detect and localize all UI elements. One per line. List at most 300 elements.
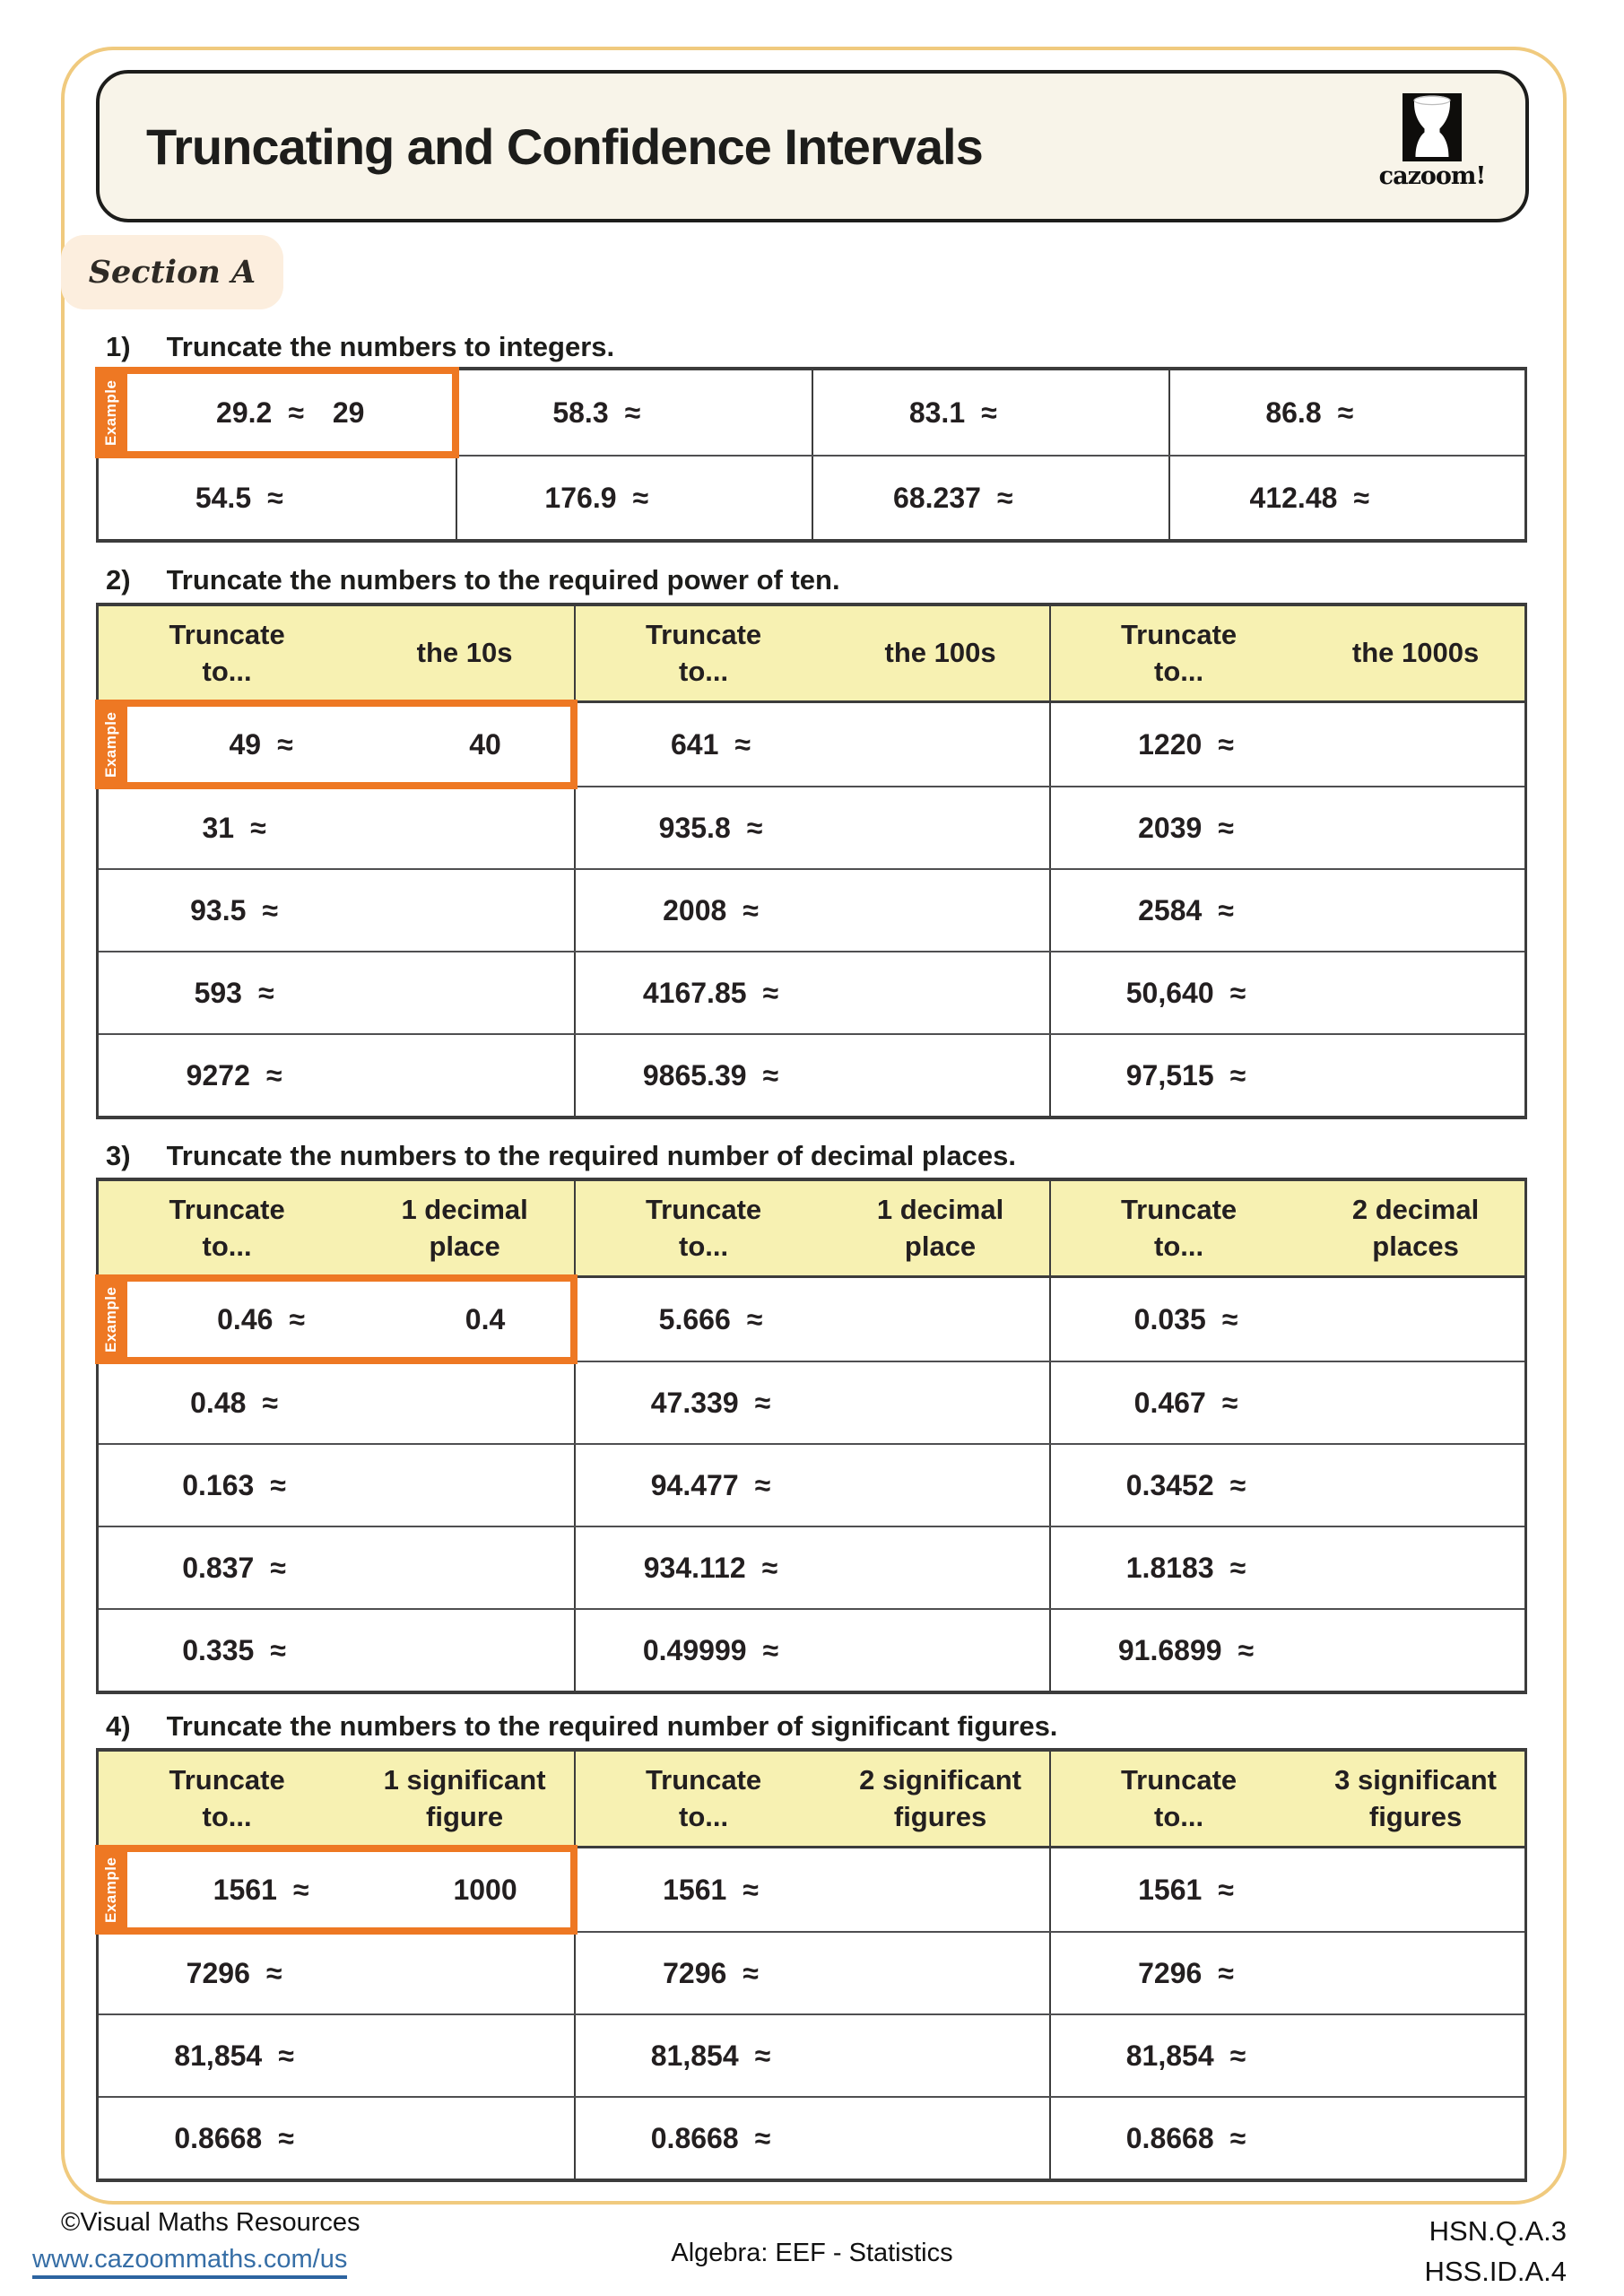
header-line: Truncate bbox=[645, 1194, 762, 1226]
approx-symbol: ≈ bbox=[265, 1956, 282, 1989]
header-line: to... bbox=[202, 655, 252, 687]
approx-symbol: ≈ bbox=[743, 1956, 759, 1989]
header-line: places bbox=[1372, 1230, 1459, 1262]
cell-content bbox=[457, 482, 812, 515]
answer-cell[interactable] bbox=[1049, 1527, 1524, 1608]
approx-symbol: ≈ bbox=[278, 2039, 294, 2072]
header-precision-label bbox=[831, 635, 1049, 671]
answer-cell[interactable] bbox=[1049, 1278, 1524, 1361]
table-row bbox=[99, 1033, 1524, 1116]
approx-symbol: ≈ bbox=[289, 1302, 305, 1335]
approx-symbol: ≈ bbox=[754, 2121, 771, 2154]
table-significant-figures bbox=[96, 1748, 1527, 2182]
number-area bbox=[99, 1874, 396, 1907]
page-title: Truncating and Confidence Intervals bbox=[146, 117, 983, 175]
answer-cell[interactable] bbox=[99, 952, 574, 1033]
header-line: to... bbox=[1154, 1800, 1204, 1832]
answer-area bbox=[396, 728, 574, 761]
approx-symbol: ≈ bbox=[762, 1633, 779, 1666]
answer-cell[interactable] bbox=[574, 703, 1049, 786]
number-value: 0.49999 bbox=[642, 1633, 747, 1666]
header-precision-label bbox=[1307, 635, 1524, 671]
number-area bbox=[576, 2122, 846, 2155]
number-value: 81,854 bbox=[1125, 2039, 1214, 2072]
question-number: 2) bbox=[106, 564, 131, 596]
answer-cell[interactable] bbox=[812, 457, 1168, 539]
number-area bbox=[576, 1387, 846, 1420]
approx-symbol: ≈ bbox=[1229, 1058, 1246, 1091]
approx-symbol: ≈ bbox=[746, 811, 763, 844]
answer-cell[interactable] bbox=[456, 457, 812, 539]
number-value: 94.477 bbox=[650, 1468, 739, 1501]
header-line: the 100s bbox=[884, 637, 996, 669]
header-line: the 1000s bbox=[1351, 637, 1480, 669]
cell-content bbox=[99, 482, 456, 515]
number-area bbox=[99, 1552, 369, 1585]
number-area bbox=[1051, 1634, 1321, 1667]
number-area bbox=[99, 728, 396, 761]
header-line: 3 significant bbox=[1334, 1764, 1497, 1796]
number-area bbox=[1051, 728, 1321, 761]
answer-area bbox=[396, 1874, 574, 1907]
header-truncate-label bbox=[576, 617, 831, 690]
number-area bbox=[576, 1469, 846, 1502]
question-text: Truncate the numbers to the required number of significant figures. bbox=[166, 1710, 1058, 1742]
table-integers bbox=[96, 367, 1527, 543]
answer-cell[interactable] bbox=[1049, 1445, 1524, 1526]
number-value: 0.8668 bbox=[650, 2121, 739, 2154]
approx-symbol: ≈ bbox=[632, 481, 649, 514]
number-area bbox=[1051, 812, 1321, 845]
number-area bbox=[99, 2039, 369, 2073]
header-precision-label bbox=[355, 1762, 574, 1835]
example-tab: Example bbox=[95, 367, 127, 458]
approx-symbol: ≈ bbox=[1221, 1302, 1238, 1335]
number-area bbox=[99, 1387, 369, 1420]
approx-symbol: ≈ bbox=[754, 1468, 771, 1501]
answer-cell[interactable] bbox=[1049, 952, 1524, 1033]
number-value: 0.035 bbox=[1133, 1302, 1206, 1335]
table-row bbox=[99, 868, 1524, 951]
example-answer: 0.4 bbox=[465, 1302, 506, 1335]
column-header-cell bbox=[1049, 1181, 1524, 1275]
footer-topic-text: Algebra: EEF - Statistics bbox=[671, 2239, 953, 2267]
number-area bbox=[576, 894, 846, 927]
answer-cell[interactable] bbox=[574, 1527, 1049, 1608]
answer-cell[interactable] bbox=[1049, 1933, 1524, 2013]
header-line: 2 decimal bbox=[1351, 1194, 1480, 1226]
answer-cell[interactable] bbox=[99, 457, 456, 539]
number-value: 81,854 bbox=[650, 2039, 739, 2072]
header-line: figure bbox=[426, 1800, 504, 1832]
approx-symbol: ≈ bbox=[754, 2039, 771, 2072]
table-row bbox=[99, 455, 1524, 539]
header-truncate-label bbox=[1051, 617, 1307, 690]
number-area bbox=[99, 1634, 369, 1667]
example-tab: Example bbox=[95, 1274, 127, 1364]
number-area bbox=[576, 1552, 846, 1585]
question-3-label bbox=[106, 1140, 1523, 1172]
cell-content bbox=[813, 482, 1168, 515]
answer-cell[interactable] bbox=[574, 1445, 1049, 1526]
header-line: Truncate bbox=[645, 1764, 762, 1796]
number-area bbox=[1051, 1469, 1321, 1502]
approx-symbol: ≈ bbox=[288, 396, 304, 429]
approx-symbol: ≈ bbox=[1221, 1386, 1238, 1419]
number-value: 50,640 bbox=[1125, 976, 1214, 1009]
number-value: 1561 bbox=[213, 1873, 277, 1906]
number-value: 5.666 bbox=[658, 1302, 731, 1335]
approx-symbol: ≈ bbox=[292, 1873, 309, 1906]
number-area bbox=[1051, 1552, 1321, 1585]
number-value: 93.5 bbox=[190, 893, 247, 926]
header-truncate-label bbox=[1051, 1192, 1307, 1265]
number-value: 91.6899 bbox=[1117, 1633, 1222, 1666]
table-row bbox=[99, 2096, 1524, 2179]
answer-cell[interactable] bbox=[812, 370, 1168, 455]
number-area bbox=[99, 1469, 369, 1502]
table-row bbox=[99, 1278, 1524, 1361]
column-header-cell bbox=[574, 606, 1049, 700]
example-tab: Example bbox=[95, 700, 127, 789]
header-line: to... bbox=[679, 1230, 729, 1262]
number-value: 176.9 bbox=[544, 481, 617, 514]
answer-cell[interactable] bbox=[574, 2015, 1049, 2096]
number-value: 0.46 bbox=[217, 1302, 274, 1335]
answer-cell[interactable] bbox=[1049, 787, 1524, 868]
number-value: 0.335 bbox=[182, 1633, 255, 1666]
approx-symbol: ≈ bbox=[1238, 1633, 1255, 1666]
number-area bbox=[99, 1059, 369, 1092]
approx-symbol: ≈ bbox=[1229, 1551, 1246, 1584]
header-line: place bbox=[904, 1230, 977, 1262]
approx-symbol: ≈ bbox=[734, 727, 751, 761]
number-value: 68.237 bbox=[893, 481, 981, 514]
header-line: Truncate bbox=[1120, 1194, 1238, 1226]
answer-cell[interactable] bbox=[99, 1445, 574, 1526]
approx-symbol: ≈ bbox=[262, 1386, 278, 1419]
approx-symbol: ≈ bbox=[1353, 481, 1369, 514]
number-area bbox=[576, 1059, 846, 1092]
answer-cell[interactable] bbox=[99, 787, 574, 868]
approx-symbol: ≈ bbox=[981, 396, 997, 429]
header-line: the 10s bbox=[416, 637, 513, 669]
section-label: Section A bbox=[88, 254, 256, 291]
approx-symbol: ≈ bbox=[1218, 1873, 1234, 1906]
number-area bbox=[1051, 1387, 1321, 1420]
example-cell bbox=[99, 1278, 574, 1361]
number-value: 412.48 bbox=[1249, 481, 1338, 514]
number-area bbox=[1051, 977, 1321, 1010]
question-number: 3) bbox=[106, 1140, 131, 1171]
approx-symbol: ≈ bbox=[262, 893, 278, 926]
table-header-row bbox=[99, 1181, 1524, 1278]
header-truncate-label bbox=[576, 1762, 831, 1835]
answer-cell[interactable] bbox=[1168, 457, 1525, 539]
header-line: Truncate bbox=[169, 619, 285, 651]
cazoom-logo bbox=[1378, 93, 1486, 190]
djembe-drum-icon bbox=[1403, 93, 1462, 161]
header-precision-label bbox=[831, 1192, 1049, 1265]
header-truncate-label bbox=[1051, 1762, 1307, 1835]
header-line: 1 decimal bbox=[401, 1194, 528, 1226]
number-value: 1.8183 bbox=[1125, 1551, 1214, 1584]
answer-cell[interactable] bbox=[574, 1278, 1049, 1361]
answer-cell[interactable] bbox=[1049, 1848, 1524, 1931]
answer-cell[interactable] bbox=[99, 1610, 574, 1691]
header-precision-label bbox=[355, 1192, 574, 1265]
number-value: 7296 bbox=[1138, 1956, 1203, 1989]
example-cell bbox=[99, 1848, 574, 1931]
number-value: 0.8668 bbox=[1125, 2121, 1214, 2154]
answer-cell[interactable] bbox=[1049, 2015, 1524, 2096]
header-line: 2 significant bbox=[859, 1764, 1021, 1796]
column-header-cell bbox=[574, 1752, 1049, 1846]
copyright-text: ©Visual Maths Resources bbox=[61, 2208, 360, 2237]
number-area bbox=[1051, 894, 1321, 927]
number-area bbox=[576, 977, 846, 1010]
answer-cell[interactable] bbox=[574, 1035, 1049, 1116]
answer-cell[interactable] bbox=[99, 2098, 574, 2179]
number-value: 7296 bbox=[186, 1956, 250, 1989]
question-text: Truncate the numbers to the required power of ten. bbox=[166, 564, 840, 596]
number-value: 97,515 bbox=[1125, 1058, 1214, 1091]
number-area bbox=[99, 1957, 369, 1990]
number-value: 0.163 bbox=[182, 1468, 255, 1501]
table-row bbox=[99, 1361, 1524, 1443]
header-line: Truncate bbox=[1120, 1764, 1238, 1796]
number-value: 2039 bbox=[1138, 811, 1203, 844]
header-precision-label bbox=[355, 635, 574, 671]
cell-content bbox=[813, 396, 1168, 430]
number-area bbox=[576, 812, 846, 845]
number-area bbox=[1051, 1059, 1321, 1092]
number-value: 58.3 bbox=[552, 396, 609, 429]
header-truncate-label bbox=[99, 617, 355, 690]
header-truncate-label bbox=[99, 1762, 355, 1835]
number-value: 31 bbox=[202, 811, 235, 844]
number-value: 0.467 bbox=[1133, 1386, 1206, 1419]
column-header-cell bbox=[574, 1181, 1049, 1275]
answer-cell[interactable] bbox=[574, 787, 1049, 868]
header-truncate-label bbox=[576, 1192, 831, 1265]
answer-cell[interactable] bbox=[574, 1610, 1049, 1691]
table-row bbox=[99, 1931, 1524, 2013]
example-cell bbox=[99, 703, 574, 786]
number-value: 935.8 bbox=[658, 811, 731, 844]
table-decimal-places bbox=[96, 1178, 1527, 1694]
approx-symbol: ≈ bbox=[996, 481, 1013, 514]
answer-cell[interactable] bbox=[574, 1362, 1049, 1443]
number-area bbox=[576, 1634, 846, 1667]
number-area bbox=[99, 977, 369, 1010]
header-line: Truncate bbox=[1120, 619, 1238, 651]
table-header-row bbox=[99, 606, 1524, 703]
column-header-cell bbox=[99, 606, 574, 700]
answer-cell[interactable] bbox=[1049, 1610, 1524, 1691]
answer-cell[interactable] bbox=[574, 952, 1049, 1033]
answer-area bbox=[396, 1303, 574, 1336]
number-value: 1561 bbox=[663, 1873, 727, 1906]
number-value: 2008 bbox=[663, 893, 727, 926]
header-line: to... bbox=[679, 655, 729, 687]
header-precision-label bbox=[831, 1762, 1049, 1835]
number-area bbox=[99, 1303, 396, 1336]
cell-content bbox=[1170, 482, 1525, 515]
answer-cell[interactable] bbox=[574, 870, 1049, 951]
header-truncate-label bbox=[99, 1192, 355, 1265]
number-area bbox=[1051, 2039, 1321, 2073]
answer-cell[interactable] bbox=[574, 1933, 1049, 2013]
table-row bbox=[99, 2013, 1524, 2096]
number-value: 934.112 bbox=[643, 1551, 746, 1584]
header-line: Truncate bbox=[169, 1194, 285, 1226]
answer-cell[interactable] bbox=[574, 1848, 1049, 1931]
number-area bbox=[1051, 1957, 1321, 1990]
approx-symbol: ≈ bbox=[761, 1551, 778, 1584]
approx-symbol: ≈ bbox=[1229, 2121, 1246, 2154]
column-header-cell bbox=[1049, 1752, 1524, 1846]
table-row bbox=[99, 1608, 1524, 1691]
question-number: 4) bbox=[106, 1710, 131, 1742]
standards-codes bbox=[1425, 2212, 1568, 2292]
answer-cell[interactable] bbox=[99, 1933, 574, 2013]
header-line: to... bbox=[1154, 1230, 1204, 1262]
approx-symbol: ≈ bbox=[267, 481, 283, 514]
number-value: 83.1 bbox=[908, 396, 966, 429]
table-row bbox=[99, 1848, 1524, 1931]
header-line: figures bbox=[893, 1800, 987, 1832]
answer-cell[interactable] bbox=[1049, 2098, 1524, 2179]
example-answer: 29 bbox=[332, 396, 365, 429]
cell-content bbox=[457, 396, 812, 430]
approx-symbol: ≈ bbox=[265, 1058, 282, 1091]
number-area bbox=[99, 812, 369, 845]
header-line: to... bbox=[202, 1800, 252, 1832]
approx-symbol: ≈ bbox=[1218, 893, 1234, 926]
answer-cell[interactable] bbox=[1049, 1035, 1524, 1116]
approx-symbol: ≈ bbox=[743, 1873, 759, 1906]
approx-symbol: ≈ bbox=[746, 1302, 763, 1335]
table-row bbox=[99, 370, 1524, 455]
number-value: 1220 bbox=[1138, 727, 1203, 761]
answer-cell[interactable] bbox=[99, 870, 574, 951]
example-answer: 40 bbox=[469, 727, 501, 761]
number-area bbox=[576, 1303, 846, 1336]
approx-symbol: ≈ bbox=[762, 1058, 779, 1091]
column-header-cell bbox=[1049, 606, 1524, 700]
number-area bbox=[576, 1874, 846, 1907]
question-text: Truncate the numbers to the required number of decimal places. bbox=[166, 1140, 1017, 1171]
approx-symbol: ≈ bbox=[1229, 1468, 1246, 1501]
number-value: 4167.85 bbox=[642, 976, 747, 1009]
number-value: 47.339 bbox=[650, 1386, 739, 1419]
number-value: 7296 bbox=[663, 1956, 727, 1989]
number-area bbox=[576, 1957, 846, 1990]
approx-symbol: ≈ bbox=[1337, 396, 1354, 429]
standard-code: HSN.Q.A.3 bbox=[1429, 2215, 1567, 2247]
worksheet-header bbox=[96, 70, 1529, 222]
example-tab: Example bbox=[95, 1845, 127, 1935]
answer-cell[interactable] bbox=[456, 370, 812, 455]
cell-content bbox=[99, 396, 456, 430]
question-1-label bbox=[106, 331, 1523, 363]
example-cell bbox=[99, 370, 456, 455]
header-line: figures bbox=[1368, 1800, 1463, 1832]
approx-symbol: ≈ bbox=[624, 396, 641, 429]
number-area bbox=[99, 894, 369, 927]
approx-symbol: ≈ bbox=[270, 1633, 286, 1666]
number-value: 49 bbox=[229, 727, 262, 761]
number-value: 29.2 bbox=[216, 396, 273, 429]
approx-symbol: ≈ bbox=[1218, 811, 1234, 844]
answer-cell[interactable] bbox=[574, 2098, 1049, 2179]
header-line: Truncate bbox=[645, 619, 762, 651]
header-line: to... bbox=[202, 1230, 252, 1262]
header-line: to... bbox=[679, 1800, 729, 1832]
approx-symbol: ≈ bbox=[762, 976, 779, 1009]
number-value: 593 bbox=[194, 976, 242, 1009]
table-row bbox=[99, 703, 1524, 786]
table-powers-of-ten bbox=[96, 603, 1527, 1119]
header-line: Truncate bbox=[169, 1764, 285, 1796]
table-row bbox=[99, 951, 1524, 1033]
approx-symbol: ≈ bbox=[1229, 976, 1246, 1009]
question-4-label bbox=[106, 1710, 1523, 1743]
table-header-row bbox=[99, 1752, 1524, 1848]
header-line: 1 significant bbox=[383, 1764, 546, 1796]
number-area bbox=[1051, 1303, 1321, 1336]
answer-cell[interactable] bbox=[1049, 1362, 1524, 1443]
number-area bbox=[576, 2039, 846, 2073]
answer-cell[interactable] bbox=[1168, 370, 1525, 455]
header-precision-label bbox=[1307, 1192, 1524, 1265]
number-value: 81,854 bbox=[174, 2039, 263, 2072]
number-value: 641 bbox=[671, 727, 719, 761]
approx-symbol: ≈ bbox=[743, 893, 759, 926]
table-row bbox=[99, 786, 1524, 868]
approx-symbol: ≈ bbox=[1218, 727, 1234, 761]
standard-code: HSS.ID.A.4 bbox=[1424, 2255, 1567, 2287]
approx-symbol: ≈ bbox=[270, 1551, 286, 1584]
answer-cell[interactable] bbox=[1049, 703, 1524, 786]
header-line: 1 decimal bbox=[876, 1194, 1004, 1226]
number-value: 1561 bbox=[1138, 1873, 1203, 1906]
header-precision-label bbox=[1307, 1762, 1524, 1835]
answer-cell[interactable] bbox=[99, 2015, 574, 2096]
approx-symbol: ≈ bbox=[277, 727, 293, 761]
approx-symbol: ≈ bbox=[278, 2121, 294, 2154]
number-value: 9272 bbox=[186, 1058, 250, 1091]
approx-symbol: ≈ bbox=[270, 1468, 286, 1501]
answer-cell[interactable] bbox=[1049, 870, 1524, 951]
number-value: 86.8 bbox=[1265, 396, 1322, 429]
number-value: 9865.39 bbox=[642, 1058, 747, 1091]
question-2-label bbox=[106, 564, 1523, 596]
number-area bbox=[1051, 1874, 1321, 1907]
cazoom-website-link[interactable]: www.cazoommaths.com/us bbox=[32, 2245, 347, 2279]
column-header-cell bbox=[99, 1181, 574, 1275]
answer-cell[interactable] bbox=[99, 1527, 574, 1608]
number-value: 2584 bbox=[1138, 893, 1203, 926]
number-value: 0.48 bbox=[190, 1386, 247, 1419]
number-value: 0.8668 bbox=[174, 2121, 263, 2154]
number-area bbox=[99, 2122, 369, 2155]
table-row bbox=[99, 1443, 1524, 1526]
answer-cell[interactable] bbox=[99, 1362, 574, 1443]
table-row bbox=[99, 1526, 1524, 1608]
answer-cell[interactable] bbox=[99, 1035, 574, 1116]
